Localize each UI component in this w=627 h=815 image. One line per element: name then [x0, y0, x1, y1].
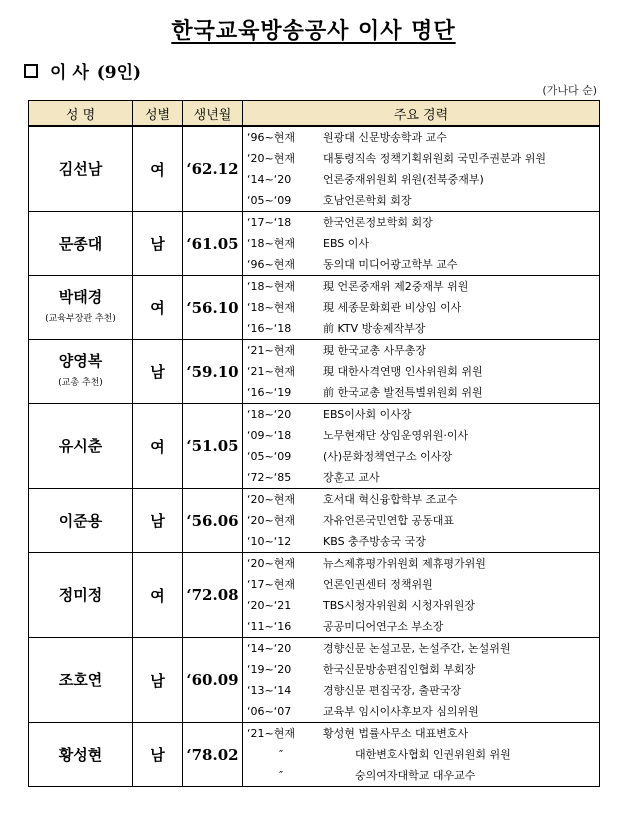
career-description: 호서대 혁신융합학부 조교수	[323, 493, 458, 506]
director-name: 조호연	[58, 671, 103, 689]
table-row	[29, 489, 600, 553]
section-label: 이 사	[50, 63, 89, 83]
career-description: TBS시청자위원회 시청자위원장	[323, 599, 476, 612]
section-heading	[24, 58, 141, 83]
career-entry	[243, 212, 599, 233]
career-entry	[243, 659, 599, 680]
birth-cell: ‘56.10	[183, 276, 243, 340]
career-period: ‘14~‘20	[247, 173, 292, 186]
career-cell	[243, 212, 600, 276]
career-description: 언론중재위원회 위원(전북중재부)	[323, 173, 484, 186]
table-row	[29, 723, 600, 787]
career-entry	[243, 404, 599, 425]
director-name-cell	[29, 553, 133, 638]
gender-cell: 여	[133, 126, 183, 212]
career-entry	[243, 297, 599, 318]
career-period: ‘96~현재	[247, 258, 295, 271]
career-cell	[243, 489, 600, 553]
career-cell	[243, 276, 600, 340]
career-description: 언론인권센터 정책위원	[323, 578, 433, 591]
career-entry	[243, 148, 599, 169]
career-description: 한국신문방송편집인협회 부회장	[323, 663, 476, 676]
career-description: 교육부 임시이사후보자 심의위원	[323, 705, 479, 718]
career-period: ‘13~‘14	[247, 684, 292, 697]
director-name: 정미정	[58, 586, 103, 604]
career-period: ‘05~‘09	[247, 450, 292, 463]
career-period: ‘10~‘12	[247, 535, 292, 548]
gender-cell: 남	[133, 638, 183, 723]
table-body	[29, 126, 600, 787]
career-period: ‘18~현재	[247, 237, 295, 250]
career-entry	[243, 382, 599, 403]
table-row	[29, 340, 600, 404]
career-description: 現 세종문화회관 비상임 이사	[323, 301, 462, 314]
career-cell	[243, 404, 600, 489]
gender-cell: 남	[133, 212, 183, 276]
recommendation-note: (교육부장관 추천)	[45, 313, 116, 324]
career-period: ‘17~현재	[247, 578, 295, 591]
career-cell	[243, 553, 600, 638]
career-period: ″	[278, 748, 284, 761]
career-period: ‘20~현재	[247, 152, 295, 165]
director-name-cell	[29, 212, 133, 276]
career-period: ‘96~현재	[247, 131, 295, 144]
career-period: ‘20~현재	[247, 493, 295, 506]
career-description: EBS이사회 이사장	[323, 408, 412, 421]
career-cell	[243, 340, 600, 404]
director-name-cell	[29, 723, 133, 787]
career-period: ‘20~현재	[247, 557, 295, 570]
career-description: 공공미디어연구소 부소장	[323, 620, 444, 633]
table-row	[29, 212, 600, 276]
career-cell	[243, 638, 600, 723]
career-description: 자유언론국민연합 공동대표	[323, 514, 455, 527]
header-career: 주요 경력	[243, 101, 600, 127]
career-period: ‘19~‘20	[247, 663, 292, 676]
gender-cell: 여	[133, 276, 183, 340]
career-entry	[243, 680, 599, 701]
career-period: ‘21~현재	[247, 344, 295, 357]
director-name-cell	[29, 404, 133, 489]
career-entry	[243, 340, 599, 361]
birth-cell: ‘72.08	[183, 553, 243, 638]
birth-cell: ‘56.06	[183, 489, 243, 553]
career-period: ‘11~‘16	[247, 620, 292, 633]
career-cell	[243, 723, 600, 787]
header-gender: 성별	[133, 101, 183, 127]
career-description: 노무현재단 상임운영위원·이사	[323, 429, 469, 442]
director-name: 이준용	[58, 511, 103, 530]
director-name: 문종대	[58, 234, 103, 253]
career-description: 前 한국교총 발전특별위원회 위원	[323, 386, 483, 399]
career-entry	[243, 489, 599, 510]
director-name-cell	[29, 638, 133, 723]
career-entry	[243, 127, 599, 148]
birth-cell: ‘59.10	[183, 340, 243, 404]
career-description: 호남언론학회 회장	[323, 194, 412, 207]
career-description: 現 언론중재위 제2중재부 위원	[323, 280, 469, 293]
career-entry	[243, 446, 599, 467]
header-row	[29, 101, 600, 127]
career-entry	[243, 425, 599, 446]
career-description: 동의대 미디어광고학부 교수	[323, 258, 458, 271]
career-entry	[243, 553, 599, 574]
director-name: 양영복	[58, 351, 103, 370]
career-entry	[243, 701, 599, 722]
career-description: 뉴스제휴평가위원회 제휴평가위원	[323, 557, 486, 570]
director-name-cell	[29, 340, 133, 404]
header-name: 성 명	[29, 101, 133, 127]
career-description: EBS 이사	[323, 237, 370, 250]
career-description: 前 KTV 방송제작부장	[323, 322, 426, 335]
career-description: 경향신문 논설고문, 논설주간, 논설위원	[323, 642, 511, 655]
career-period: ‘20~현재	[247, 514, 295, 527]
career-entry	[243, 318, 599, 339]
birth-cell: ‘61.05	[183, 212, 243, 276]
career-entry	[243, 574, 599, 595]
career-description: 원광대 신문방송학과 교수	[323, 131, 447, 144]
career-period: ‘20~‘21	[247, 599, 292, 612]
birth-cell: ‘78.02	[183, 723, 243, 787]
career-description: 장훈고 교사	[323, 471, 380, 484]
section-count: (9인)	[96, 63, 142, 83]
gender-cell: 여	[133, 404, 183, 489]
career-entry	[243, 361, 599, 382]
career-description: 現 한국교총 사무총장	[323, 344, 427, 357]
birth-cell: ‘60.09	[183, 638, 243, 723]
career-period: ‘09~‘18	[247, 429, 292, 442]
career-description: (사)문화정책연구소 이사장	[323, 450, 452, 463]
director-name-cell	[29, 489, 133, 553]
page-title: 한국교육방송공사 이사 명단	[171, 19, 456, 44]
gender-cell: 남	[133, 489, 183, 553]
gender-cell: 여	[133, 553, 183, 638]
director-name-cell	[29, 276, 133, 340]
career-cell	[243, 126, 600, 212]
checkbox-square-icon	[24, 64, 38, 78]
table-row	[29, 404, 600, 489]
career-entry	[243, 765, 599, 786]
order-note: (가나다 순)	[542, 84, 597, 97]
career-description: 숭의여자대학교 대우교수	[355, 769, 476, 782]
gender-cell: 남	[133, 723, 183, 787]
table-row	[29, 638, 600, 723]
director-name: 유시춘	[58, 437, 103, 455]
recommendation-note: (교총 추천)	[58, 377, 103, 388]
career-description: 대통령직속 정책기획위원회 국민주권분과 위원	[323, 152, 547, 165]
career-period: ‘21~현재	[247, 727, 295, 740]
career-entry	[243, 467, 599, 488]
career-period: ‘72~‘85	[247, 471, 292, 484]
career-entry	[243, 276, 599, 297]
career-entry	[243, 169, 599, 190]
career-period: ‘18~‘20	[247, 408, 292, 421]
career-entry	[243, 190, 599, 211]
career-entry	[243, 616, 599, 637]
career-period: ‘06~‘07	[247, 705, 292, 718]
birth-cell: ‘51.05	[183, 404, 243, 489]
gender-cell: 남	[133, 340, 183, 404]
career-description: KBS 충주방송국 국장	[323, 535, 426, 548]
director-name: 김선남	[58, 160, 103, 178]
career-entry	[243, 723, 599, 744]
birth-cell: ‘62.12	[183, 126, 243, 212]
career-entry	[243, 254, 599, 275]
career-description: 한국언론정보학회 회장	[323, 216, 433, 229]
career-period: ‘05~‘09	[247, 194, 292, 207]
director-name: 박태경	[58, 287, 103, 306]
career-period: ‘16~‘18	[247, 322, 292, 335]
directors-table	[28, 100, 600, 787]
career-period: ‘14~‘20	[247, 642, 292, 655]
director-name: 황성현	[58, 745, 103, 764]
career-entry	[243, 531, 599, 552]
career-entry	[243, 595, 599, 616]
table-row	[29, 553, 600, 638]
table-row	[29, 126, 600, 212]
career-period: ″	[278, 769, 284, 782]
header-birth: 생년월	[183, 101, 243, 127]
career-period: ‘21~현재	[247, 365, 295, 378]
career-description: 대한변호사협회 인권위원회 위원	[355, 748, 511, 761]
career-period: ‘17~‘18	[247, 216, 292, 229]
career-description: 경향신문 편집국장, 출판국장	[323, 684, 462, 697]
career-period: ‘16~‘19	[247, 386, 292, 399]
career-period: ‘18~현재	[247, 301, 295, 314]
career-period: ‘18~현재	[247, 280, 295, 293]
career-entry	[243, 510, 599, 531]
career-description: 황성현 법률사무소 대표변호사	[323, 727, 469, 740]
career-entry	[243, 744, 599, 765]
director-name-cell	[29, 126, 133, 212]
career-entry	[243, 233, 599, 254]
career-entry	[243, 638, 599, 659]
table-row	[29, 276, 600, 340]
career-description: 現 대한사격연맹 인사위원회 위원	[323, 365, 483, 378]
